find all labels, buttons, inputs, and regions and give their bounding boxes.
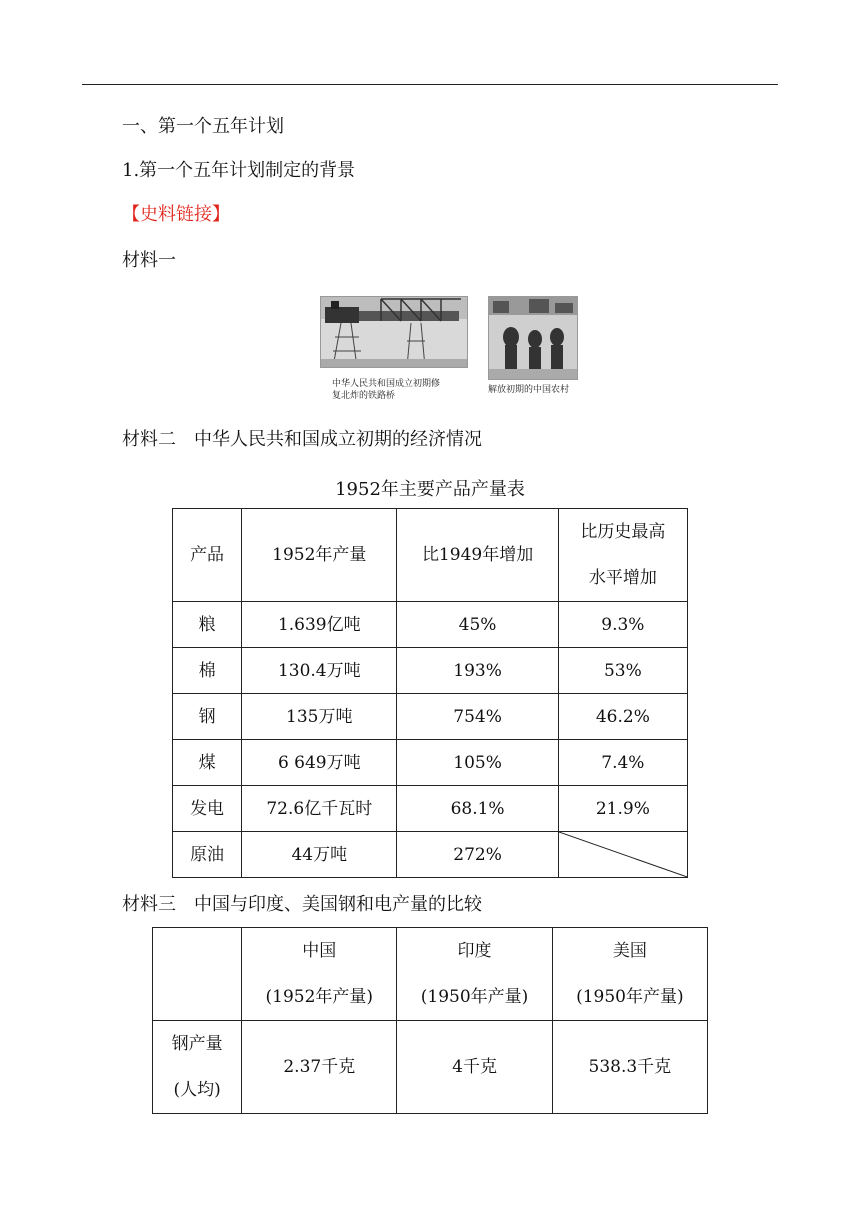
header-cell: 产品 (173, 509, 242, 602)
table-cell: 21.9% (558, 786, 687, 832)
table-cell: 棉 (173, 648, 242, 694)
photo-caption-1: 中华人民共和国成立初期修 复北炸的铁路桥 (332, 379, 441, 401)
photo-caption-2: 解放初期的中国农村 (488, 385, 570, 395)
table-row (153, 1021, 708, 1114)
table-cell: 272% (397, 832, 558, 878)
header-cell: 比1949年增加 (397, 509, 558, 602)
section-title: 一、第一个五年计划 (122, 116, 284, 137)
table-cell: 9.3% (558, 602, 687, 648)
table-cell: 754% (397, 694, 558, 740)
table-cell: 4千克 (397, 1021, 552, 1114)
empty-diagonal-cell (558, 832, 687, 878)
material1-label: 材料一 (122, 250, 176, 271)
table-header-row (173, 509, 688, 602)
table-cell: 钢 (173, 694, 242, 740)
table-cell: 2.37千克 (242, 1021, 397, 1114)
material3-label: 材料三 中国与印度、美国钢和电产量的比较 (122, 894, 482, 915)
railway-bridge-photo (320, 296, 468, 368)
diagonal-line (559, 832, 687, 877)
table-cell: 538.3千克 (552, 1021, 707, 1114)
header-cell: 比历史最高 水平增加 (558, 509, 687, 602)
material2-label: 材料二 中华人民共和国成立初期的经济情况 (122, 429, 482, 450)
table-cell: 45% (397, 602, 558, 648)
subsection-title: 1.第一个五年计划制定的背景 (122, 160, 356, 181)
table-row (173, 602, 688, 648)
table-row (173, 694, 688, 740)
production-table-1952 (172, 508, 688, 878)
row-label: 钢产量 (人均) (153, 1021, 242, 1114)
header-cell-usa: 美国 (1950年产量) (552, 928, 707, 1021)
material1-photos (318, 292, 588, 404)
table-cell: 6 649万吨 (242, 740, 397, 786)
table-row (173, 648, 688, 694)
table-cell: 46.2% (558, 694, 687, 740)
table-cell: 粮 (173, 602, 242, 648)
header-cell-china: 中国 (1952年产量) (242, 928, 397, 1021)
table-cell: 130.4万吨 (242, 648, 397, 694)
table-cell: 发电 (173, 786, 242, 832)
table-row (173, 832, 688, 878)
table-cell: 7.4% (558, 740, 687, 786)
table1-caption: 1952年主要产品产量表 (335, 479, 525, 500)
header-cell-empty (153, 928, 242, 1021)
header-rule (82, 84, 778, 85)
table-cell: 72.6亿千瓦时 (242, 786, 397, 832)
table-row (173, 740, 688, 786)
table-cell: 135万吨 (242, 694, 397, 740)
comparison-table (152, 927, 708, 1114)
table-cell: 煤 (173, 740, 242, 786)
table-row (173, 786, 688, 832)
rural-village-photo (488, 296, 578, 380)
table-cell: 53% (558, 648, 687, 694)
table-cell: 68.1% (397, 786, 558, 832)
source-link-label: 【史料链接】 (122, 204, 230, 225)
header-cell-india: 印度 (1950年产量) (397, 928, 552, 1021)
table-cell: 193% (397, 648, 558, 694)
table-cell: 1.639亿吨 (242, 602, 397, 648)
table-cell: 原油 (173, 832, 242, 878)
table-cell: 105% (397, 740, 558, 786)
header-cell: 1952年产量 (242, 509, 397, 602)
table-header-row (153, 928, 708, 1021)
table-cell: 44万吨 (242, 832, 397, 878)
